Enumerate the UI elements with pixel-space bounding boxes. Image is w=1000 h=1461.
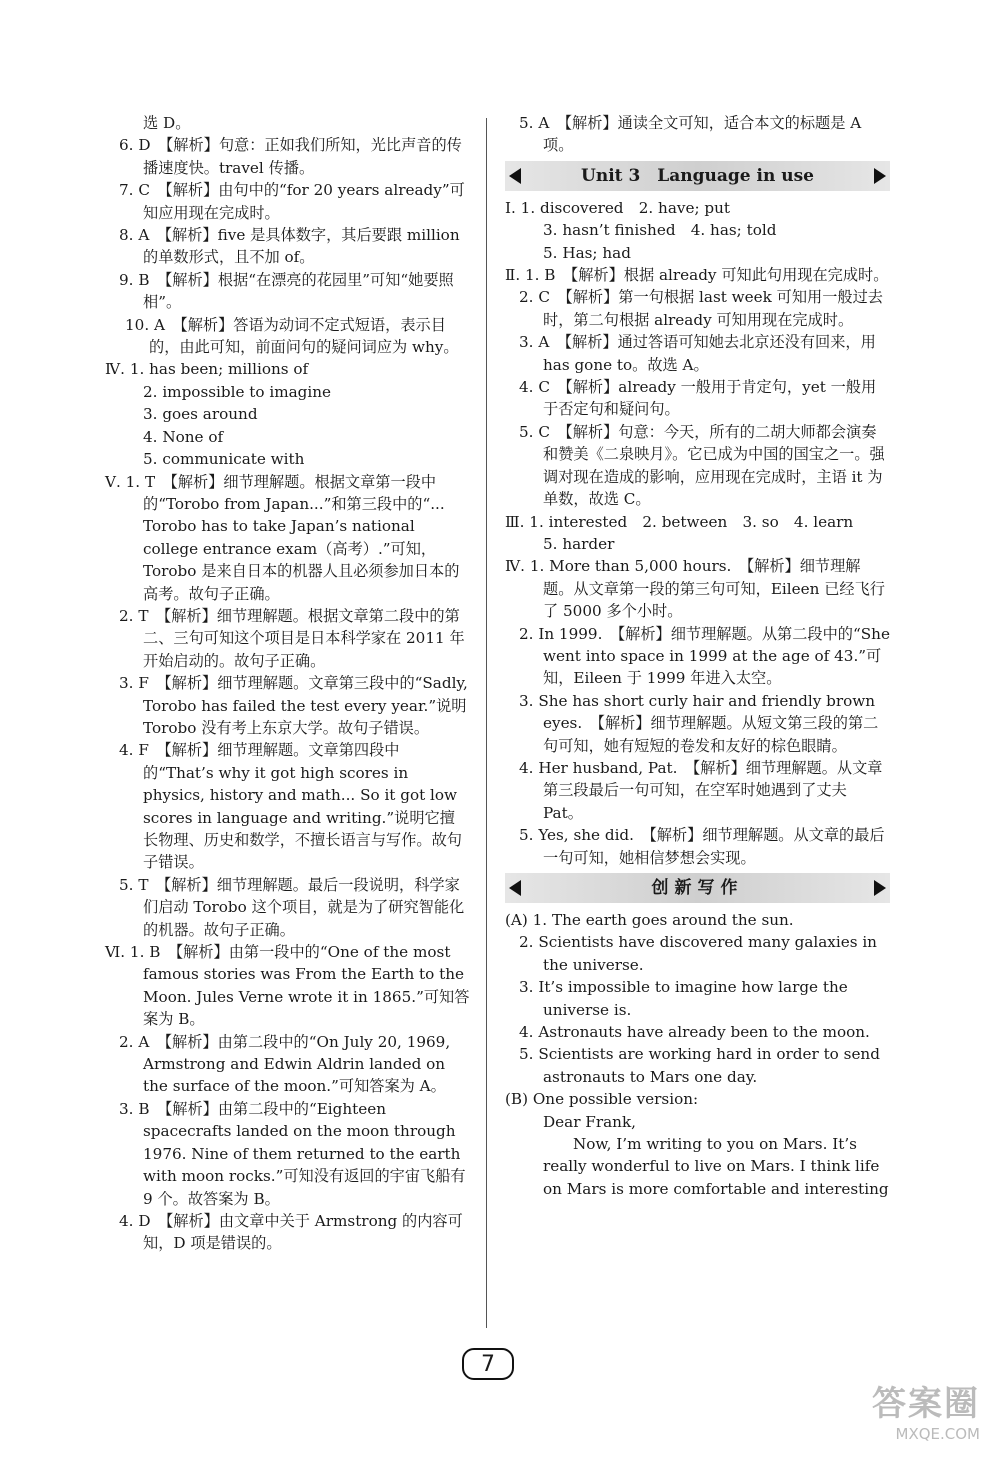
answer-line: 4. C 【解析】already 一般用于肯定句，yet 一般用于否定句和疑问句。 bbox=[519, 378, 877, 419]
answer-line: 10. A 【解析】答语为动词不定式短语，表示目的，由此可知，前面问句的疑问词应为 why。 bbox=[125, 315, 459, 357]
answer-line: 4. None of bbox=[143, 427, 224, 446]
answer-line: (A) 1. The earth goes around the sun. bbox=[505, 911, 794, 929]
right-bottom-block bbox=[505, 909, 890, 1200]
section-banner bbox=[505, 873, 890, 903]
watermark bbox=[872, 1376, 980, 1443]
answer-line: 3. She has short curly hair and friendly brown eyes. 【解析】细节理解题。从短文第三段的第二句可知，她有短短的卷发和友好的棕色眼睛。 bbox=[519, 691, 879, 755]
answer-line: 5. T 【解析】细节理解题。最后一段说明，科学家们启动 Torobo 这个项目，就是为了研究智能化的机器。故句子正确。 bbox=[119, 875, 465, 939]
right-column bbox=[505, 112, 890, 1200]
answer-line: Ⅱ. 1. B 【解析】根据 already 可知此句用现在完成时。 bbox=[505, 266, 889, 285]
page-number: 7 bbox=[462, 1348, 514, 1380]
answer-line: 3. goes around bbox=[143, 405, 258, 424]
answer-line: 5. harder bbox=[543, 534, 615, 553]
watermark-url: MXQE.COM bbox=[895, 1425, 980, 1443]
answer-line: 5. Yes, she did. 【解析】细节理解题。从文章的最后一句可知，她相信梦想会实现。 bbox=[519, 826, 885, 867]
answer-line: 3. It’s impossible to imagine how large the universe is. bbox=[519, 978, 848, 1019]
right-mid-block bbox=[505, 197, 890, 869]
answer-line: 选 D。 bbox=[143, 114, 191, 132]
left-column bbox=[105, 112, 470, 1255]
answer-line: 2. In 1999. 【解析】细节理解题。从第二段中的“She went into space in 1999 at the age of 43.”可知，Eileen 于 1999 年进入太空。 bbox=[519, 624, 890, 688]
answer-line: 5. C 【解析】句意：今天，所有的二胡大师都会演奏和赞美《二泉映月》。它已成为中国的国宝之一。强调对现在造成的影响，应用现在完成时，主语 it 为单数，故选 C。 bbox=[519, 422, 885, 509]
answer-line: 5. Has; had bbox=[543, 243, 631, 262]
answer-line: 2. Scientists have discovered many galaxies in the universe. bbox=[519, 933, 877, 974]
answer-line: 4. Her husband, Pat. 【解析】细节理解题。从文章第三段最后一句可知，在空军时她遇到了丈夫 Pat。 bbox=[519, 758, 883, 822]
answer-line: Now, I’m writing to you on Mars. It’s really wonderful to live on Mars. I think life on Mars is more comfortable and interesting bbox=[543, 1135, 889, 1198]
right-arrow-icon bbox=[874, 880, 886, 896]
answer-line: 7. C 【解析】由句中的“for 20 years already”可知应用现在完成时。 bbox=[119, 181, 465, 222]
answer-line: 5. A 【解析】通读全文可知，适合本文的标题是 A 项。 bbox=[519, 114, 862, 155]
answer-line: 4. D 【解析】由文章中关于 Armstrong 的内容可知，D 项是错误的。 bbox=[119, 1211, 463, 1253]
left-arrow-icon bbox=[509, 168, 521, 184]
answer-line: 4. F 【解析】细节理解题。文章第四段中的“That’s why it got high scores in physics, history and math... So it got low scores in language and writing.”说明它擅长物理、历史和数学，不擅长语言与写作。故句子错误。 bbox=[119, 741, 462, 872]
watermark-logo: 答案圈 bbox=[872, 1384, 980, 1424]
answer-line: Ⅵ. 1. B 【解析】由第一段中的“One of the most famous stories was From the Earth to the Moon. Jules Verne wrote it in 1865.”可知答案为 B。 bbox=[105, 943, 470, 1029]
answer-line: Ⅳ. 1. More than 5,000 hours. 【解析】细节理解题。从文章第一段的第三句可知，Eileen 已经飞行了 5000 多个小时。 bbox=[505, 557, 885, 621]
answer-line: (B) One possible version: bbox=[505, 1090, 699, 1109]
unit-title: Unit 3 Language in use bbox=[581, 165, 814, 186]
answer-line: Dear Frank, bbox=[543, 1112, 636, 1131]
answer-line: Ⅲ. 1. interested 2. between 3. so 4. learn bbox=[505, 512, 854, 531]
answer-line: Ⅳ. 1. has been; millions of bbox=[105, 360, 309, 379]
answer-line: 2. impossible to imagine bbox=[143, 382, 332, 401]
section-title: 创新写作 bbox=[651, 877, 744, 898]
answer-line: 3. B 【解析】由第二段中的“Eighteen spacecrafts landed on the moon through 1976. Nine of them returned to the earth with moon rocks.”可知没有返回的宇宙飞船有 9 个。故答案为 B。 bbox=[119, 1099, 466, 1208]
right-arrow-icon bbox=[874, 168, 886, 184]
left-arrow-icon bbox=[509, 880, 521, 896]
answer-line: 9. B 【解析】根据“在漂亮的花园里”可知“她要照相”。 bbox=[119, 270, 454, 312]
answer-line: 5. Scientists are working hard in order to send astronauts to Mars one day. bbox=[519, 1045, 880, 1086]
right-top-block bbox=[505, 112, 890, 157]
answer-line: 3. F 【解析】细节理解题。文章第三段中的“Sadly, Torobo has failed the test every year.”说明 Torobo 没有考上东京大学。故句子错误。 bbox=[119, 674, 468, 737]
answer-line: Ⅴ. 1. T 【解析】细节理解题。根据文章第一段中的“Torobo from Japan...”和第三段中的“... Torobo has to take Japan’s national college entrance exam（高考）.”可知，Torobo 是来自日本的机器人且必须参加日本的高考。故句子正确。 bbox=[105, 472, 460, 603]
answer-line: 5. communicate with bbox=[143, 450, 305, 469]
answer-line: 2. C 【解析】第一句根据 last week 可知用一般过去时，第二句根据 already 可知用现在完成时。 bbox=[519, 288, 883, 329]
answer-line: 2. T 【解析】细节理解题。根据文章第二段中的第二、三句可知这个项目是日本科学家在 2011 年开始启动的。故句子正确。 bbox=[119, 606, 465, 670]
answer-line: 6. D 【解析】句意：正如我们所知，光比声音的传播速度快。travel 传播。 bbox=[119, 136, 462, 177]
unit-banner bbox=[505, 161, 890, 191]
answer-line: Ⅰ. 1. discovered 2. have; put bbox=[505, 198, 730, 217]
answer-line: 2. A 【解析】由第二段中的“On July 20, 1969, Armstrong and Edwin Aldrin landed on the surface of the moon.”可知答案为 A。 bbox=[119, 1032, 451, 1096]
answer-line: 8. A 【解析】five 是具体数字，其后要跟 million 的单数形式，且不加 of。 bbox=[119, 226, 460, 267]
answer-line: 4. Astronauts have already been to the moon. bbox=[519, 1023, 870, 1042]
answer-line: 3. A 【解析】通过答语可知她去北京还没有回来，用 has gone to。故选 A。 bbox=[519, 333, 876, 374]
column-divider bbox=[486, 118, 487, 1328]
answer-line: 3. hasn’t finished 4. has; told bbox=[543, 221, 777, 240]
